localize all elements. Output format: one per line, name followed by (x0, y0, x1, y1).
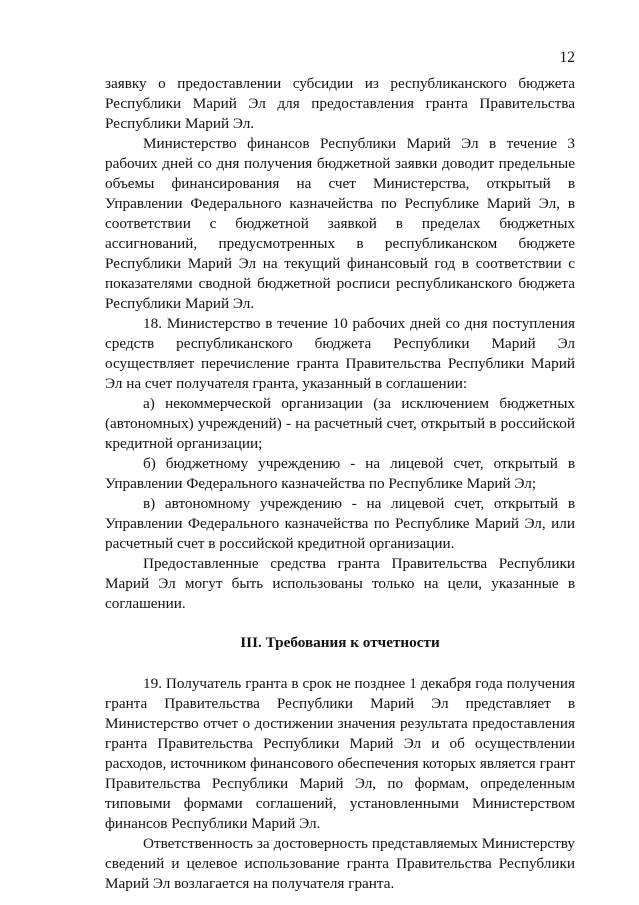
paragraph-responsibility: Ответственность за достоверность представляемых Министерству сведений и целевое использование гранта Правительства Республики Марий Эл возлагается на получателя гранта. (105, 835, 575, 892)
document-body (105, 74, 575, 894)
page-number: 12 (559, 49, 575, 66)
paragraph-subitem-c: в) автономному учреждению - на лицевой счет, открытый в Управлении Федерального казначейства по Республике Марий Эл, или расчетный счет в российской кредитной организации. (105, 495, 575, 552)
paragraph-ministry-finance: Министерство финансов Республики Марий Эл в течение 3 рабочих дней со дня получения бюджетной заявки доводит предельные объемы финансирования на счет Министерства, открытый в Управлении Федерального казначейства по Республике Марий Эл, в соответствии с бюджетной заявкой в пределах бюджетных ассигнований, предусмотренных в республиканском бюджете Республики Марий Эл на текущий финансовый год в соответствии с показателями сводной бюджетной росписи республиканского бюджета Республики Марий Эл. (105, 135, 575, 312)
paragraph-grant-usage: Предоставленные средства гранта Правительства Республики Марий Эл могут быть использованы только на цели, указанные в соглашении. (105, 555, 575, 612)
paragraph-subitem-b: б) бюджетному учреждению - на лицевой счет, открытый в Управлении Федерального казначейства по Республике Марий Эл; (105, 455, 575, 492)
paragraph-subitem-a: а) некоммерческой организации (за исключением бюджетных (автономных) учреждений) - на расчетный счет, открытый в российской кредитной организации; (105, 395, 575, 452)
paragraph-item-18: 18. Министерство в течение 10 рабочих дней со дня поступления средств республиканского бюджета Республики Марий Эл осуществляет перечисление гранта Правительства Республики Марий Эл на счет получателя гранта, указанный в соглашении: (105, 315, 575, 392)
paragraph-continuation: заявку о предоставлении субсидии из республиканского бюджета Республики Марий Эл для предоставления гранта Правительства Республики Марий Эл. (105, 75, 575, 132)
section-heading: III. Требования к отчетности (240, 634, 440, 651)
paragraph-item-19: 19. Получатель гранта в срок не позднее 1 декабря года получения гранта Правительства Республики Марий Эл представляет в Министерство отчет о достижении значения результата предоставления гранта Правительства Республики Марий Эл и об осуществлении расходов, источником финансового обеспечения которых является грант Правительства Республики Марий Эл, по формам, определенным типовыми формами соглашений, установленными Министерством финансов Республики Марий Эл. (105, 675, 575, 832)
